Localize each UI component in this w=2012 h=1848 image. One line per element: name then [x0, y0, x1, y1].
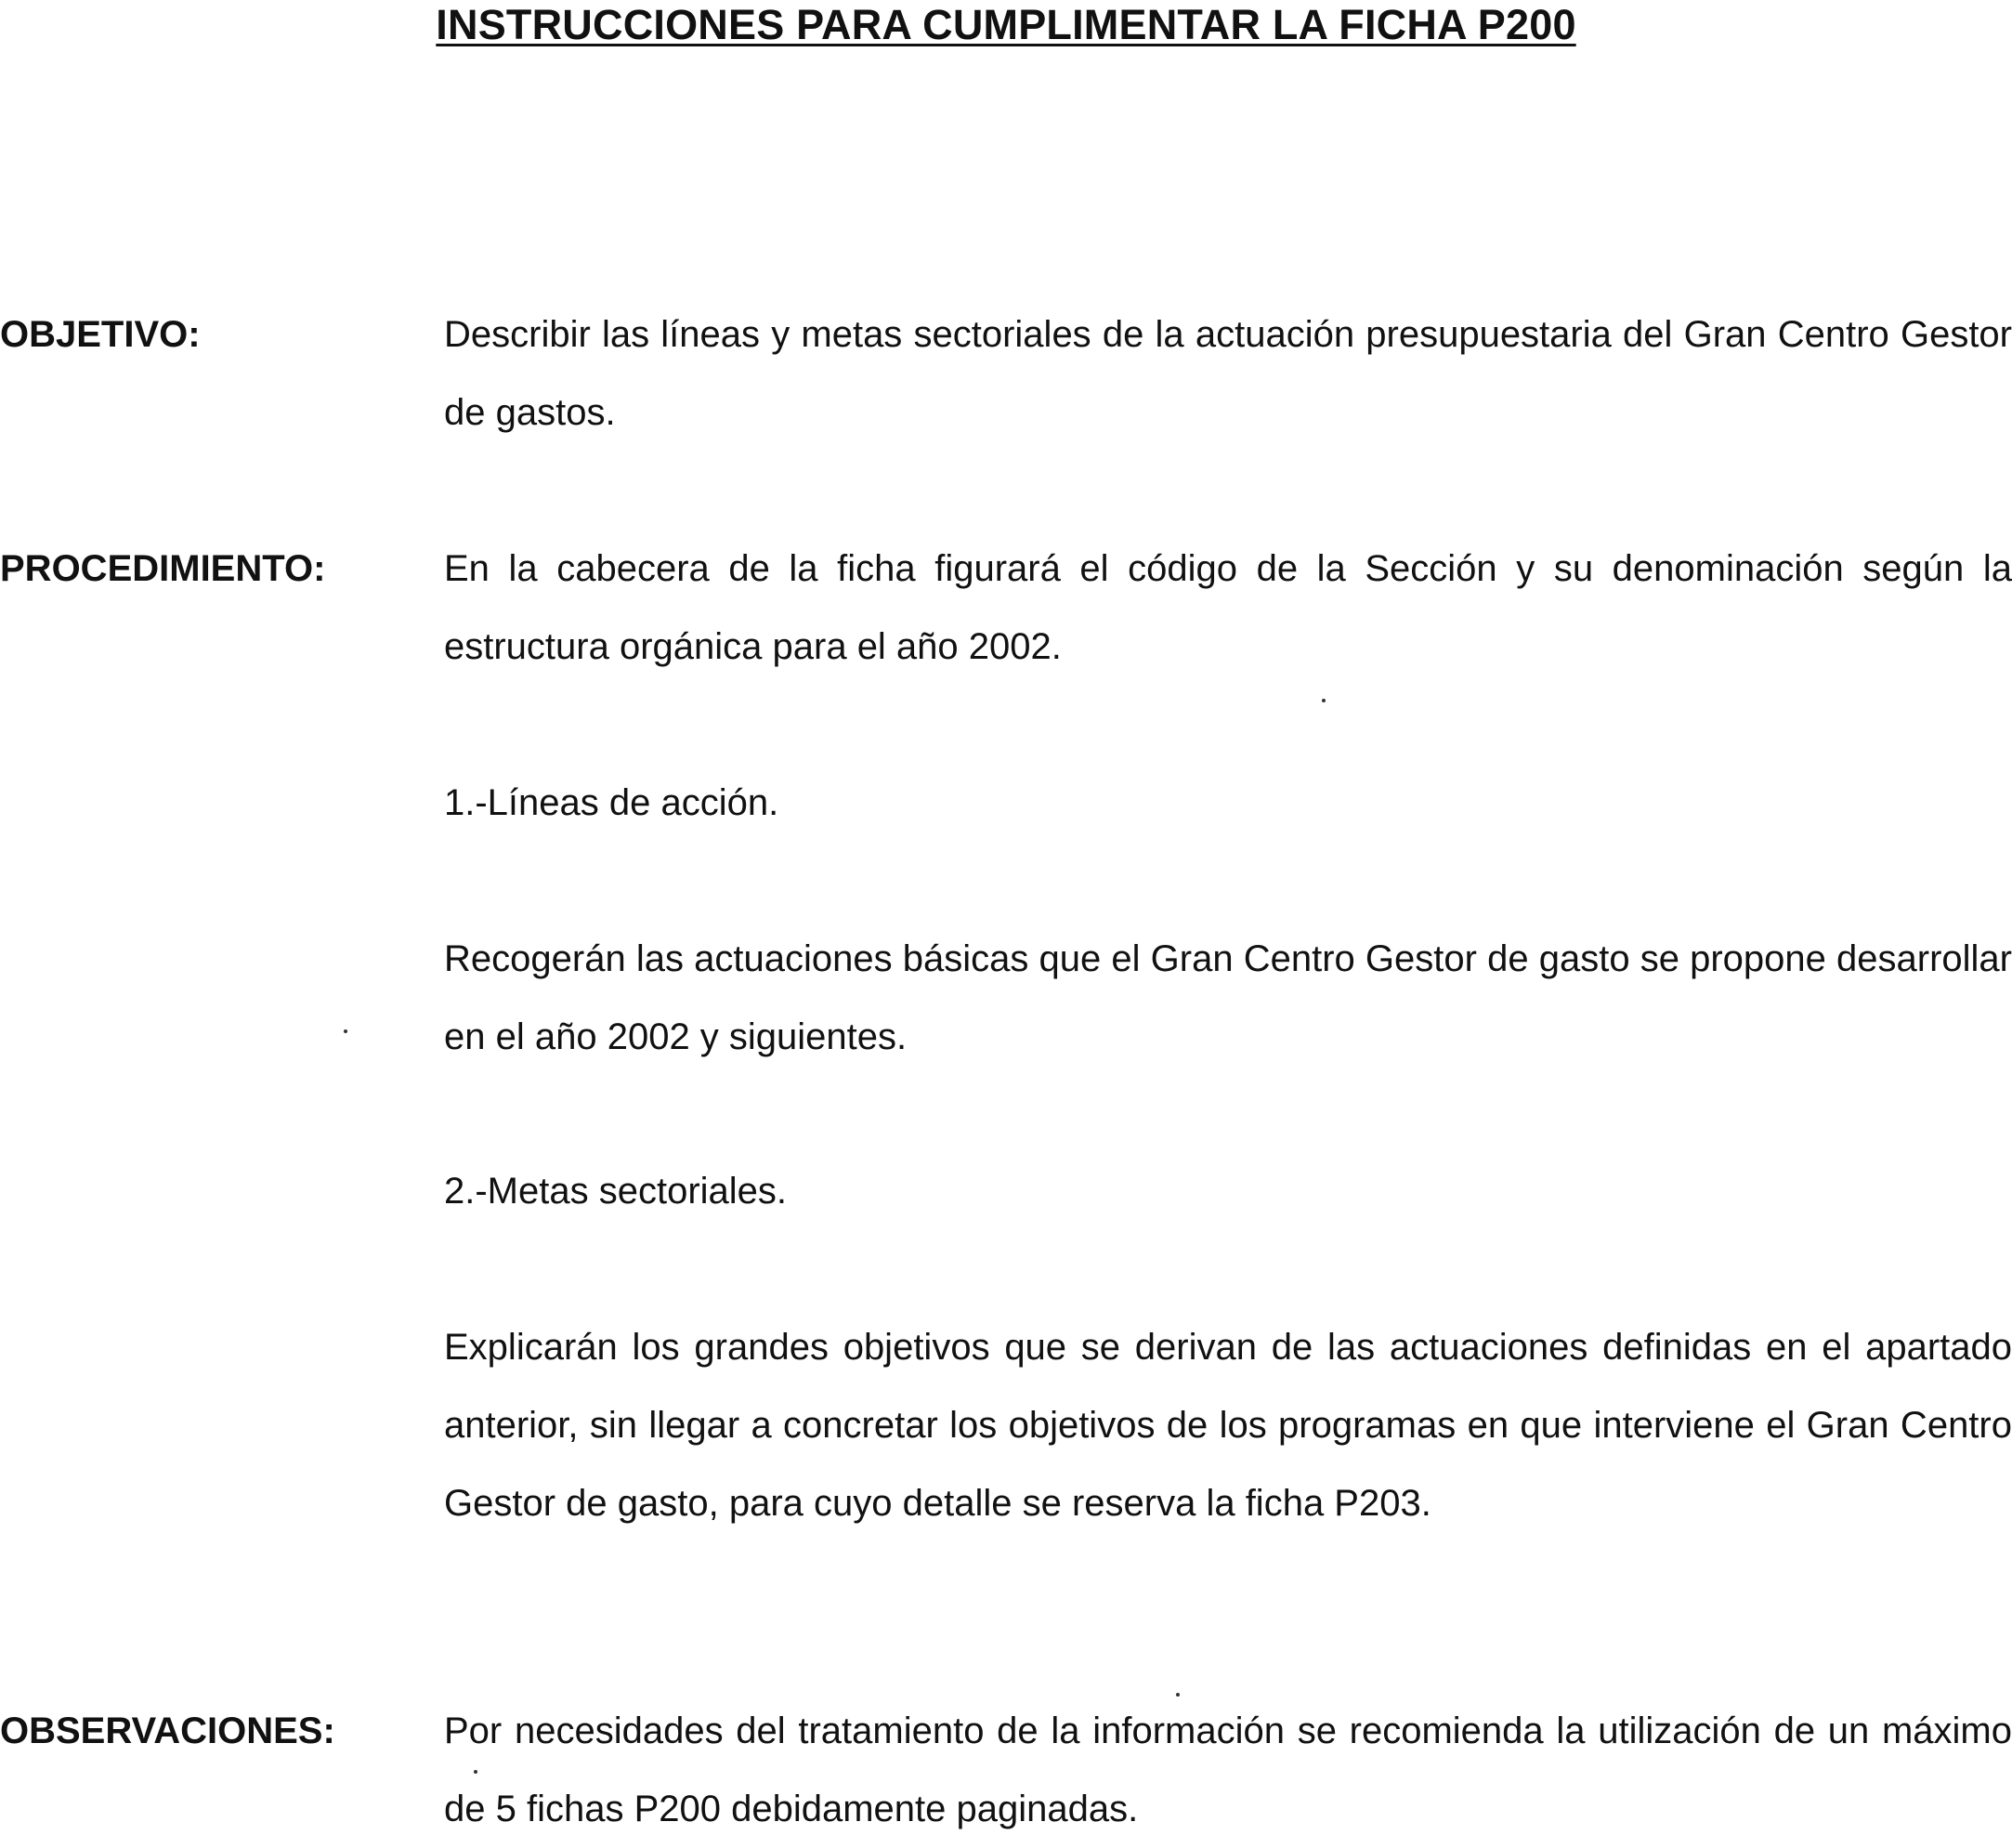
- scan-speck: [474, 1770, 477, 1774]
- objetivo-label: OBJETIVO:: [0, 314, 201, 355]
- metas-sectoriales-text: Explicarán los grandes objetivos que se derivan de las actuaciones definidas en el apartado anterior, sin llegar a concretar los objetivos de los programas en que interviene el Gran Centro Gestor de gasto, para cuyo detalle se reserva la ficha P203.: [444, 1327, 2012, 1524]
- procedimiento-label: PROCEDIMIENTO:: [0, 548, 326, 589]
- lineas-de-accion-heading: 1.-Líneas de acción.: [444, 782, 779, 823]
- page-title: INSTRUCCIONES PARA CUMPLIMENTAR LA FICHA P200: [436, 1, 1576, 48]
- observaciones-label: OBSERVACIONES:: [0, 1710, 335, 1751]
- metas-sectoriales-heading: 2.-Metas sectoriales.: [444, 1171, 788, 1212]
- procedimiento-intro: En la cabecera de la ficha figurará el código de la Sección y su denominación según la estructura orgánica para el año 2002.: [444, 548, 2012, 667]
- scan-speck: [1176, 1693, 1180, 1697]
- observaciones-text: Por necesidades del tratamiento de la información se recomienda la utilización de un máximo de 5 fichas P200 debidamente paginadas.: [444, 1710, 2012, 1829]
- objetivo-text: Describir las líneas y metas sectoriales de la actuación presupuestaria del Gran Centro Gestor de gastos.: [444, 314, 2012, 433]
- scan-speck: [344, 1029, 347, 1033]
- scan-speck: [1322, 699, 1326, 702]
- lineas-de-accion-text: Recogerán las actuaciones básicas que el Gran Centro Gestor de gasto se propone desarrollar en el año 2002 y siguientes.: [444, 938, 2012, 1057]
